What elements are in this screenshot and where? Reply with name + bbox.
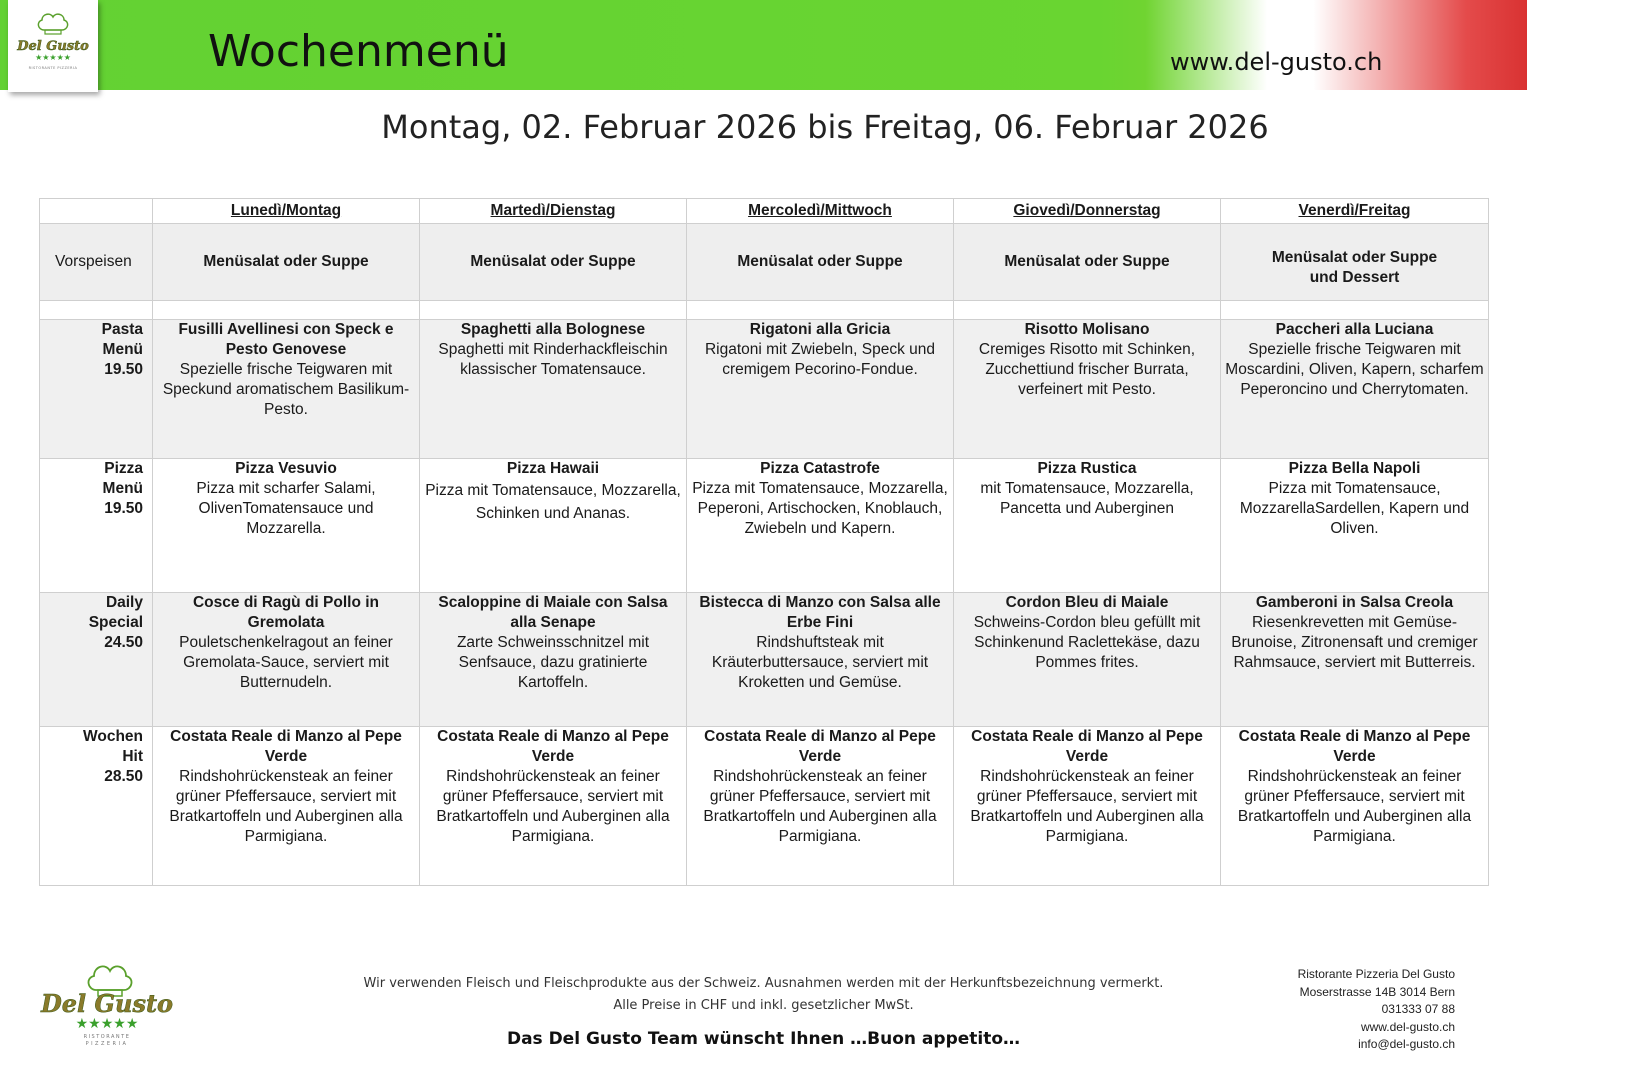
- svg-text:★★★★★: ★★★★★: [75, 1016, 139, 1032]
- starter-text: Menüsalat oder Suppe: [1271, 249, 1438, 266]
- date-range: Montag, 02. Februar 2026 bis Freitag, 06. Februar 2026: [381, 108, 1269, 146]
- svg-text:Del Gusto: Del Gusto: [40, 989, 174, 1018]
- dish-cell: [687, 459, 954, 593]
- day-header-friday: Venerdì/Freitag: [1221, 199, 1489, 224]
- row-price: 19.50: [104, 361, 143, 378]
- day-header-monday: Lunedì/Montag: [153, 199, 420, 224]
- dish-name: Paccheri alla Luciana: [1275, 321, 1434, 338]
- dish-name: Pizza Bella Napoli: [1288, 460, 1421, 477]
- row-label-line: Menü: [102, 341, 143, 358]
- menu-row-daily-special: [40, 593, 1489, 727]
- dish-cell: [153, 459, 420, 593]
- dish-description: Spezielle frische Teigwaren mit Speckund aromatischem Basilikum-Pesto.: [162, 361, 410, 418]
- spacer-cell: [687, 301, 954, 320]
- dish-cell: [687, 593, 954, 727]
- dish-cell: [954, 727, 1221, 886]
- dish-description: Rindshohrückensteak an feiner grüner Pfeffersauce, serviert mit Bratkartoffeln und Auberginen alla Parmigiana.: [436, 768, 670, 845]
- dish-cell: [687, 320, 954, 459]
- row-label-line: Special: [88, 614, 143, 631]
- dish-name: Bistecca di Manzo con Salsa alle Erbe Fini: [699, 594, 941, 631]
- row-price: 28.50: [104, 768, 143, 785]
- spacer-cell: [420, 301, 687, 320]
- dish-description: mit Tomatensauce, Mozzarella, Pancetta und Auberginen: [980, 480, 1194, 517]
- origin-note: Wir verwenden Fleisch und Fleischprodukte aus der Schweiz. Ausnahmen werden mit der Herkunftsbezeichnung vermerkt.: [363, 976, 1164, 991]
- svg-text:RISTORANTE: RISTORANTE: [83, 1034, 131, 1040]
- spacer-cell: [153, 301, 420, 320]
- dish-cell: [420, 727, 687, 886]
- row-label-pasta: [40, 320, 153, 459]
- dish-name: Gamberoni in Salsa Creola: [1255, 594, 1454, 611]
- dish-description: Cremiges Risotto mit Schinken, Zucchettiund frischer Burrata, verfeinert mit Pesto.: [978, 341, 1196, 398]
- row-label-starters: Vorspeisen: [40, 224, 153, 301]
- dish-name: Risotto Molisano: [1024, 321, 1150, 338]
- day-header-tuesday: Martedì/Dienstag: [420, 199, 687, 224]
- chef-hat-logo-icon: [8, 0, 98, 92]
- starter-text: Menüsalat oder Suppe: [470, 253, 636, 270]
- dish-name: Fusilli Avellinesi con Speck e Pesto Genovese: [178, 321, 394, 358]
- price-note: Alle Preise in CHF und inkl. gesetzlicher MwSt.: [613, 998, 914, 1013]
- dish-description: Pizza mit Tomatensauce, Mozzarella, Peperoni, Artischocken, Knoblauch, Zwiebeln und Kapern.: [692, 480, 948, 537]
- dish-description: Pouletschenkelragout an feiner Gremolata-Sauce, serviert mit Butternudeln.: [179, 634, 393, 691]
- row-price: 24.50: [104, 634, 143, 651]
- starter-cell: [1221, 224, 1489, 301]
- dish-name: Cordon Bleu di Maiale: [1005, 594, 1169, 611]
- dish-cell: [153, 727, 420, 886]
- dish-cell: [420, 459, 687, 593]
- menu-row-wochen-hit: [40, 727, 1489, 886]
- footer-greeting: Das Del Gusto Team wünscht Ihnen …Buon appetito…: [506, 1029, 1021, 1049]
- dish-cell: [1221, 320, 1489, 459]
- dish-cell: [954, 593, 1221, 727]
- contact-name: Ristorante Pizzeria Del Gusto: [1297, 967, 1455, 981]
- weekly-menu-table: [39, 198, 1489, 886]
- dish-name: Costata Reale di Manzo al Pepe Verde: [170, 728, 402, 765]
- contact-email[interactable]: info@del-gusto.ch: [1358, 1037, 1455, 1052]
- starter-cell: [954, 224, 1221, 301]
- row-label-line: Hit: [122, 748, 143, 765]
- dish-cell: [420, 320, 687, 459]
- row-label-line: Menü: [102, 480, 143, 497]
- spacer-cell: [954, 301, 1221, 320]
- row-price: 19.50: [104, 500, 143, 517]
- dish-cell: [1221, 727, 1489, 886]
- starter-cell: [153, 224, 420, 301]
- header-website[interactable]: www.del-gusto.ch: [1170, 48, 1383, 76]
- dish-cell: [420, 593, 687, 727]
- dish-description: Schweins-Cordon bleu gefüllt mit Schinkenund Raclettekäse, dazu Pommes frites.: [973, 614, 1201, 671]
- dish-description: Riesenkrevetten mit Gemüse-Brunoise, Zitronensaft und cremiger Rahmsauce, serviert mit Butterreis.: [1231, 614, 1478, 671]
- dish-description: Rigatoni mit Zwiebeln, Speck und cremigem Pecorino-Fondue.: [704, 341, 936, 378]
- dish-name: Costata Reale di Manzo al Pepe Verde: [971, 728, 1203, 765]
- svg-text:Del Gusto: Del Gusto: [17, 39, 89, 54]
- svg-text:PIZZERIA: PIZZERIA: [85, 1041, 129, 1047]
- contact-address: Moserstrasse 14B 3014 Bern: [1299, 984, 1455, 999]
- dish-name: Scaloppine di Maiale con Salsa alla Senape: [438, 594, 668, 631]
- dish-description: Rindshohrückensteak an feiner grüner Pfeffersauce, serviert mit Bratkartoffeln und Auberginen alla Parmigiana.: [703, 768, 937, 845]
- row-label-wochen-hit: [40, 727, 153, 886]
- dish-name: Costata Reale di Manzo al Pepe Verde: [704, 728, 936, 765]
- row-label-pizza: [40, 459, 153, 593]
- day-header-row: [40, 199, 1489, 224]
- row-label-line: Wochen: [83, 728, 143, 745]
- dish-name: Pizza Hawaii: [506, 460, 600, 477]
- corner-cell: [40, 199, 153, 224]
- spacer-cell: [1221, 301, 1489, 320]
- dish-description: Rindshuftsteak mit Kräuterbuttersauce, serviert mit Kroketten und Gemüse.: [711, 634, 929, 691]
- dish-cell: [1221, 459, 1489, 593]
- contact-phone[interactable]: 031333 07 88: [1381, 1002, 1455, 1017]
- contact-block: [1298, 966, 1455, 1054]
- spacer-row: [40, 301, 1489, 320]
- dish-name: Rigatoni alla Gricia: [749, 321, 891, 338]
- starter-cell: [687, 224, 954, 301]
- svg-text:★★★★★: ★★★★★: [35, 53, 71, 62]
- starter-extra: und Dessert: [1309, 269, 1400, 286]
- dish-description: Zarte Schweinsschnitzel mit Senfsauce, dazu gratinierte Kartoffeln.: [456, 634, 650, 691]
- day-header-wednesday: Mercoledì/Mittwoch: [687, 199, 954, 224]
- spacer-cell: [40, 301, 153, 320]
- starter-text: Menüsalat oder Suppe: [203, 253, 369, 270]
- menu-row-pasta: [40, 320, 1489, 459]
- header-logo: [8, 0, 98, 92]
- dish-name: Costata Reale di Manzo al Pepe Verde: [1238, 728, 1471, 765]
- dish-name: Cosce di Ragù di Pollo in Gremolata: [192, 594, 379, 631]
- dish-cell: [954, 459, 1221, 593]
- row-label-line: Daily: [105, 594, 143, 611]
- dish-name: Spaghetti alla Bolognese: [460, 321, 646, 338]
- row-label-daily-special: [40, 593, 153, 727]
- dish-description: Spaghetti mit Rinderhackfleischin klassischer Tomatensauce.: [438, 341, 668, 378]
- row-label-line: Pasta: [101, 321, 143, 338]
- contact-website[interactable]: www.del-gusto.ch: [1360, 1019, 1455, 1034]
- starter-text: Menüsalat oder Suppe: [737, 253, 903, 270]
- dish-name: Costata Reale di Manzo al Pepe Verde: [437, 728, 669, 765]
- svg-text:RISTORANTE PIZZERIA: RISTORANTE PIZZERIA: [28, 66, 78, 70]
- dish-name: Pizza Vesuvio: [235, 460, 337, 477]
- dish-description: Pizza mit scharfer Salami, OlivenTomatensauce und Mozzarella.: [196, 480, 376, 537]
- dish-cell: [687, 727, 954, 886]
- dish-name: Pizza Catastrofe: [760, 460, 880, 477]
- dish-cell: [153, 593, 420, 727]
- dish-description: Pizza mit Tomatensauce, MozzarellaSardellen, Kapern und Oliven.: [1239, 480, 1470, 537]
- dish-description: Rindshohrückensteak an feiner grüner Pfeffersauce, serviert mit Bratkartoffeln und Auberginen alla Parmigiana.: [1237, 768, 1472, 845]
- dish-description: Rindshohrückensteak an feiner grüner Pfeffersauce, serviert mit Bratkartoffeln und Auberginen alla Parmigiana.: [169, 768, 403, 845]
- starter-text: Menüsalat oder Suppe: [1004, 253, 1170, 270]
- menu-row-pizza: [40, 459, 1489, 593]
- dish-cell: [153, 320, 420, 459]
- dish-description: Pizza mit Tomatensauce, Mozzarella, Schinken und Ananas.: [425, 482, 681, 522]
- row-label-line: Pizza: [104, 460, 143, 477]
- starter-cell: [420, 224, 687, 301]
- dish-cell: [954, 320, 1221, 459]
- dish-name: Pizza Rustica: [1037, 460, 1137, 477]
- dish-description: Rindshohrückensteak an feiner grüner Pfeffersauce, serviert mit Bratkartoffeln und Auberginen alla Parmigiana.: [970, 768, 1204, 845]
- day-header-thursday: Giovedì/Donnerstag: [954, 199, 1221, 224]
- dish-cell: [1221, 593, 1489, 727]
- dish-description: Spezielle frische Teigwaren mit Moscardini, Oliven, Kapern, scharfem Peperoncino und Cherrytomaten.: [1225, 341, 1484, 398]
- starters-row: [40, 224, 1489, 301]
- page-title: Wochenmenü: [208, 26, 509, 77]
